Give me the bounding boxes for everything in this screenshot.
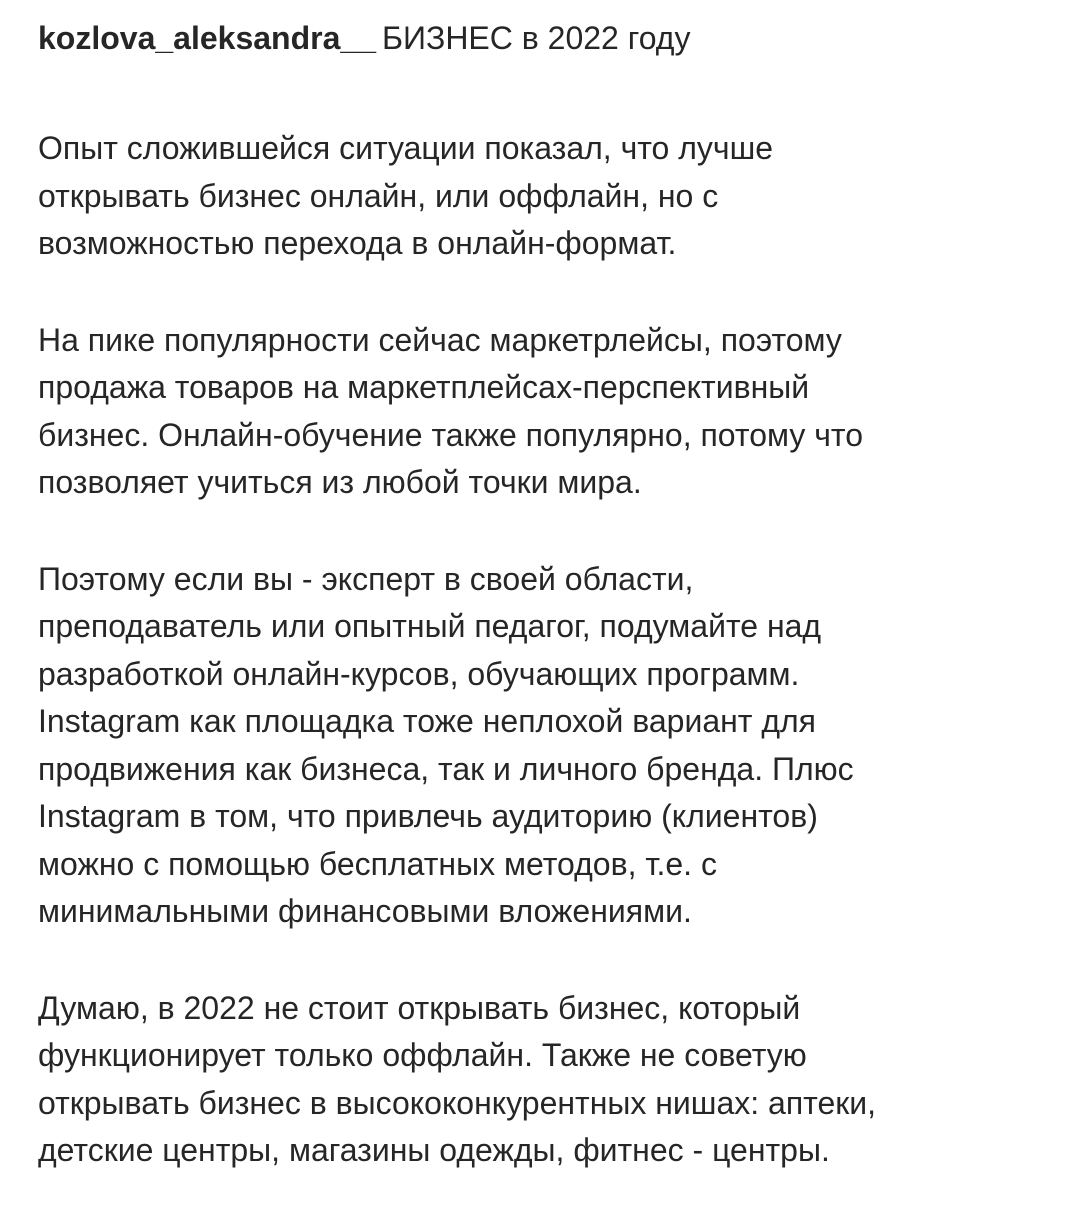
text-line: продвижения как бизнеса, так и личного бренда. Плюс: [38, 750, 854, 787]
text-line: бизнес. Онлайн-обучение также популярно, потому что: [38, 416, 863, 453]
username-link[interactable]: kozlova_aleksandra__: [38, 20, 376, 56]
paragraph-2: [38, 317, 1042, 507]
text-line: Опыт сложившейся ситуации показал, что лучше: [38, 130, 774, 166]
text-line: открывать бизнес онлайн, или оффлайн, но с: [38, 177, 719, 214]
paragraph-4: [38, 985, 1042, 1175]
text-line: Думаю, в 2022 не стоит открывать бизнес, который: [38, 989, 801, 1026]
text-line: открывать бизнес в высококонкурентных нишах: аптеки,: [38, 1084, 877, 1121]
text-line: можно с помощью бесплатных методов, т.е. с: [38, 845, 717, 882]
text-line: возможностью перехода в онлайн-формат.: [38, 225, 677, 261]
text-line: детские центры, магазины одежды, фитнес - центры.: [38, 1132, 830, 1168]
text-line: На пике популярности сейчас маркетрлейсы, поэтому: [38, 321, 842, 358]
text-line: Поэтому если вы - эксперт в своей области,: [38, 560, 694, 597]
text-line: продажа товаров на маркетплейсах-перспективный: [38, 369, 810, 405]
paragraph-1: [38, 125, 1042, 268]
text-line: разработкой онлайн-курсов, обучающих программ.: [38, 655, 800, 692]
text-line: преподаватель или опытный педагог, подумайте над: [38, 608, 822, 644]
paragraph-3: [38, 556, 1042, 936]
text-line: Instagram в том, что привлечь аудиторию (клиентов): [38, 798, 818, 834]
post-title: БИЗНЕС в 2022 году: [381, 20, 691, 56]
text-line: минимальными финансовыми вложениями.: [38, 893, 692, 929]
text-line: Instagram как площадка тоже неплохой вариант для: [38, 703, 816, 739]
text-line: функционирует только оффлайн. Также не советую: [38, 1037, 807, 1073]
text-line: позволяет учиться из любой точки мира.: [38, 464, 642, 500]
caption-header: [38, 14, 1042, 62]
